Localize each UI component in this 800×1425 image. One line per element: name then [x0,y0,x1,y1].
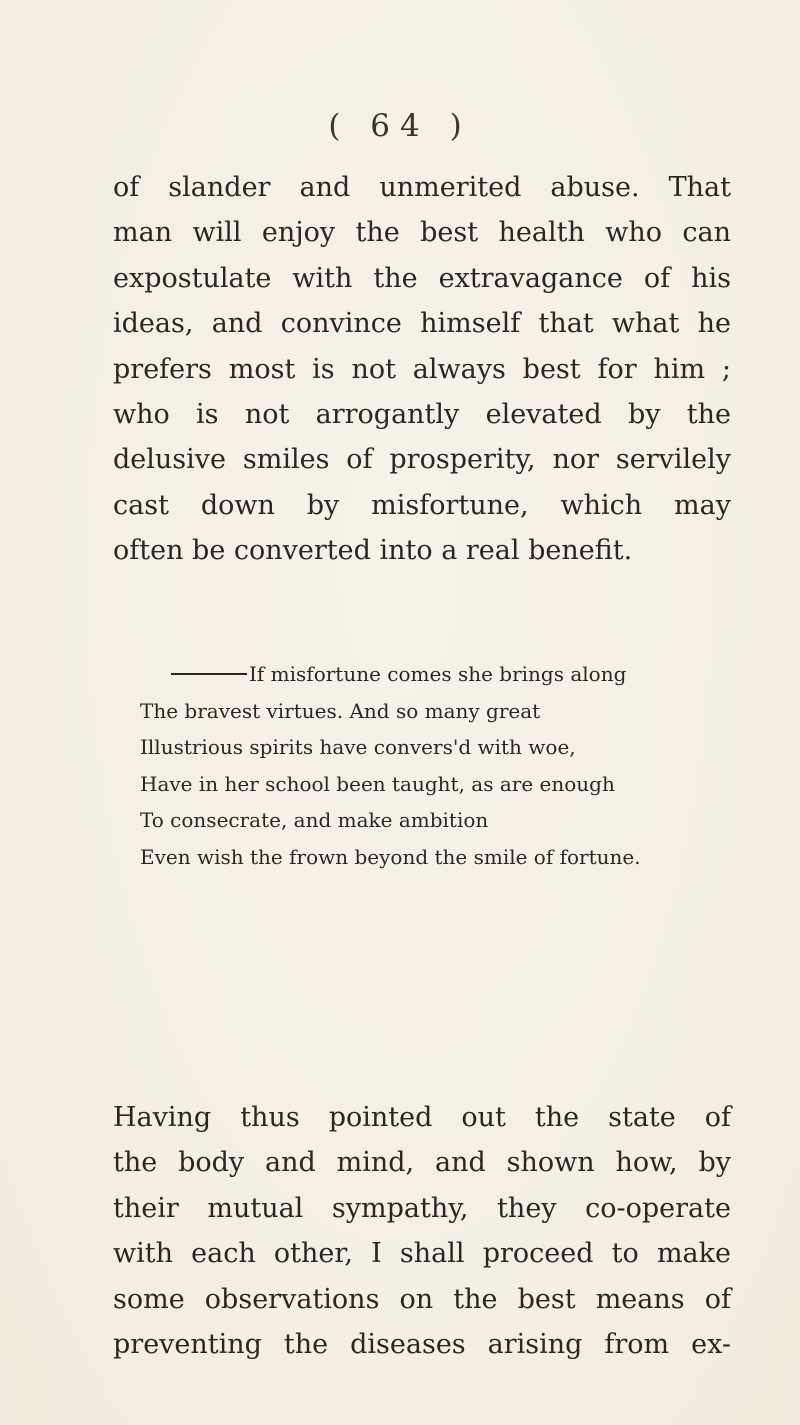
verse-line-text: If misfortune comes she brings along [249,662,627,686]
text-line: who is not arrogantly elevated by the [113,398,731,430]
text-line: Having thus pointed out the state of [113,1102,731,1133]
paragraph-slander [113,165,731,574]
text-line: with each other, I shall proceed to make [113,1238,731,1270]
text-line: their mutual sympathy, they co-operate [113,1192,731,1224]
text-line: man will enjoy the best health who can [113,217,731,249]
verse-line: Even wish the frown beyond the smile of fortune. [140,844,641,869]
text-line: cast down by misfortune, which may [113,489,731,521]
em-dash-rule [171,673,247,675]
verse-quotation [140,656,700,876]
page-number: ( 64 ) [328,108,472,144]
text-line: the body and mind, and shown how, by [113,1147,731,1179]
text-line: of slander and unmerited abuse. That [113,172,731,203]
text-line: delusive smiles of prosperity, nor servilely [113,444,731,476]
verse-line: Have in her school been taught, as are enough [140,771,615,796]
text-line: ideas, and convince himself that what he [113,308,731,340]
verse-line [140,656,700,693]
text-line: prefers most is not always best for him ; [113,353,731,385]
text-line: expostulate with the extravagance of his [113,262,731,294]
verse-line: Illustrious spirits have convers'd with woe, [140,735,576,760]
text-line: often be converted into a real benefit. [113,535,633,567]
text-line: preventing the diseases arising from ex- [113,1328,731,1360]
verse-line: To consecrate, and make ambition [140,808,489,833]
paragraph-having-thus [113,1095,731,1367]
text-line: some observations on the best means of [113,1283,731,1315]
verse-line: The bravest virtues. And so many great [140,698,541,723]
